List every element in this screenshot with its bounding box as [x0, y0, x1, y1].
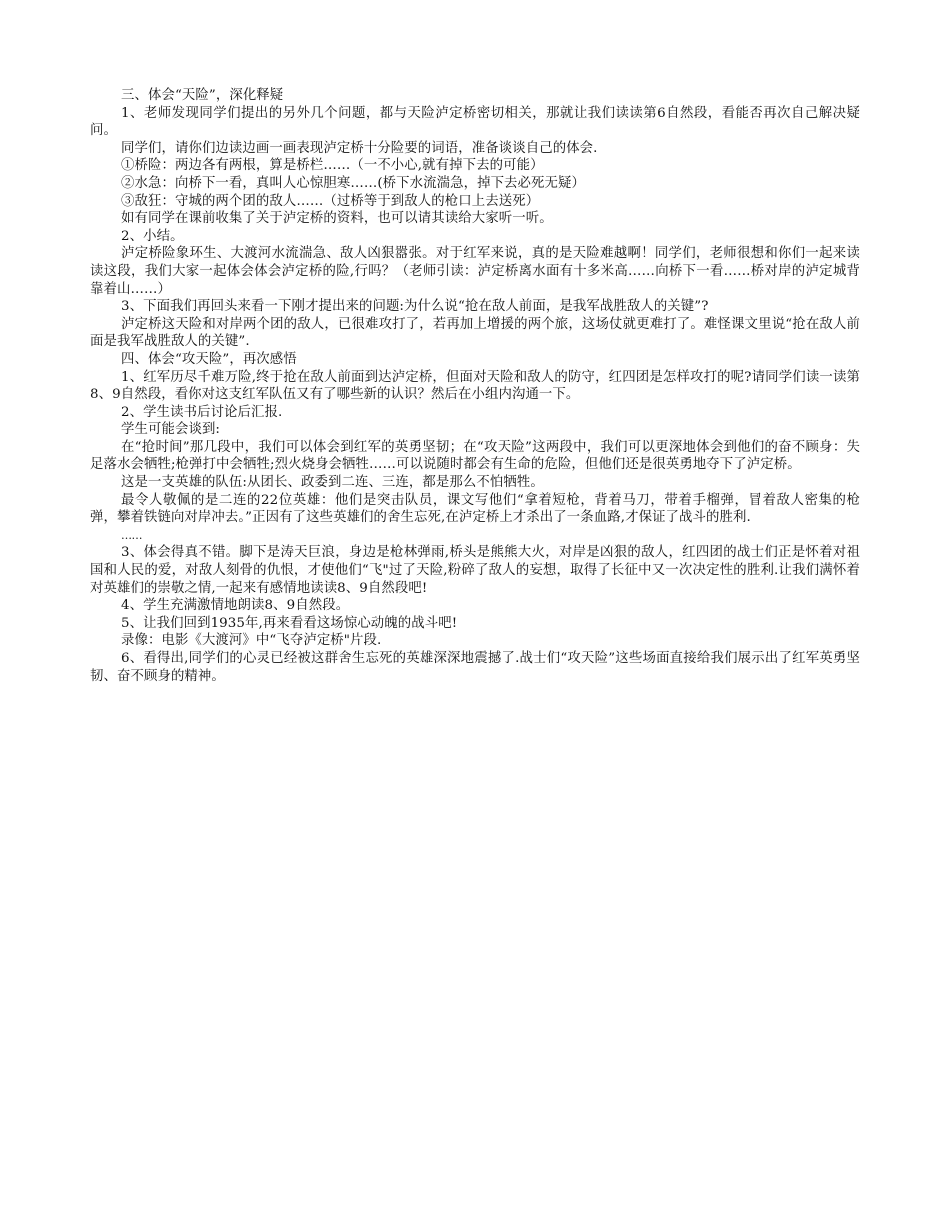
paragraph: 录像：电影《大渡河》中“飞夺泸定桥"片段. [121, 633, 382, 649]
paragraph: 学生可能会谈到: [121, 422, 221, 438]
section-heading-3: 三、体会“天险”，深化释疑 [121, 88, 284, 103]
list-item: ①桥险：两边各有两根，算是桥栏……（一不小心,就有掉下去的可能） [121, 158, 544, 174]
paragraph: 4、学生充满激情地朗读8、9自然段。 [121, 598, 350, 614]
list-item: ③敌狂：守城的两个团的敌人……（过桥等于到敌人的枪口上去送死） [121, 193, 540, 209]
paragraph: 1、红军历尽千难万险,终于抢在敌人前面到达泸定桥，但面对天险和敌人的防守，红四团是怎样攻打的呢?请同学们读一读第8、9自然段，看你对这支红军队伍又有了哪些新的认识？然后在小组内沟通一下。 [90, 369, 860, 403]
paragraph: 在“抢时间”那几段中，我们可以体会到红军的英勇坚韧；在“攻天险”这两段中，我们可以更深地体会到他们的奋不顾身：失足落水会牺牲;枪弹打中会牺牲;烈火烧身会牺牲……可以说随时都会有生命的危险，但他们还是很英勇地夺下了泸定桥。 [90, 439, 860, 473]
paragraph: 这是一支英雄的队伍:从团长、政委到二连、三连，都是那么不怕牺牲。 [121, 475, 544, 491]
paragraph: 3、下面我们再回头来看一下刚才提出来的问题:为什么说“抢在敌人前面，是我军战胜敌人的关键”? [121, 299, 709, 315]
paragraph: 泸定桥这天险和对岸两个团的敌人，已很难攻打了，若再加上增援的两个旅，这场仗就更难打了。难怪课文里说“抢在敌人前面是我军战胜敌人的关键”. [90, 316, 860, 350]
paragraph: 1、老师发现同学们提出的另外几个问题，都与天险泸定桥密切相关，那就让我们读读第6自然段，看能否再次自己解决疑问。 [90, 105, 860, 139]
paragraph: 同学们，请你们边读边画一画表现泸定桥十分险要的词语，准备谈谈自己的体会. [121, 140, 598, 156]
paragraph: 2、小结。 [121, 228, 184, 244]
paragraph: 最令人敬佩的是二连的22位英雄：他们是突击队员，课文写他们“拿着短枪，背着马刀，带着手榴弹，冒着敌人密集的枪弹，攀着铁链向对岸冲去。”正因有了这些英雄们的舍生忘死,在泸定桥上才杀出了一条血路,才保证了战斗的胜利. [90, 492, 860, 526]
paragraph: 3、体会得真不错。脚下是涛天巨浪，身边是枪林弹雨,桥头是熊熊大火，对岸是凶狠的敌人，红四团的战士们正是怀着对祖国和人民的爱，对敌人刻骨的仇恨，才使他们“飞"过了天险,粉碎了敌人的妄想，取得了长征中又一次决定性的胜利.让我们满怀着对英雄们的崇敬之情,一起来有感情地读读8、9自然段吧! [90, 545, 860, 596]
ellipsis: …… [121, 528, 142, 542]
paragraph: 如有同学在课前收集了关于泸定桥的资料，也可以请其读给大家听一听。 [121, 211, 553, 227]
paragraph: 泸定桥险象环生、大渡河水流湍急、敌人凶狠嚣张。对于红军来说，真的是天险难越啊！同学们，老师很想和你们一起来读读这段，我们大家一起体会体会泸定桥的险,行吗？（老师引读：泸定桥离水面有十多米高……向桥下一看……桥对岸的泸定城背靠着山……） [90, 246, 860, 297]
section-heading-4: 四、体会“攻天险”，再次感悟 [121, 351, 297, 367]
paragraph: 6、看得出,同学们的心灵已经被这群舍生忘死的英雄深深地震撼了.战士们“攻天险”这些场面直接给我们展示出了红军英勇坚韧、奋不顾身的精神。 [90, 651, 860, 684]
document-page [90, 87, 860, 685]
list-item: ②水急：向桥下一看，真叫人心惊胆寒……(桥下水流湍急，掉下去必死无疑） [121, 175, 586, 191]
paragraph: 2、学生读书后讨论后汇报. [121, 404, 283, 420]
paragraph: 5、让我们回到1935年,再来看看这场惊心动魄的战斗吧! [121, 615, 458, 631]
